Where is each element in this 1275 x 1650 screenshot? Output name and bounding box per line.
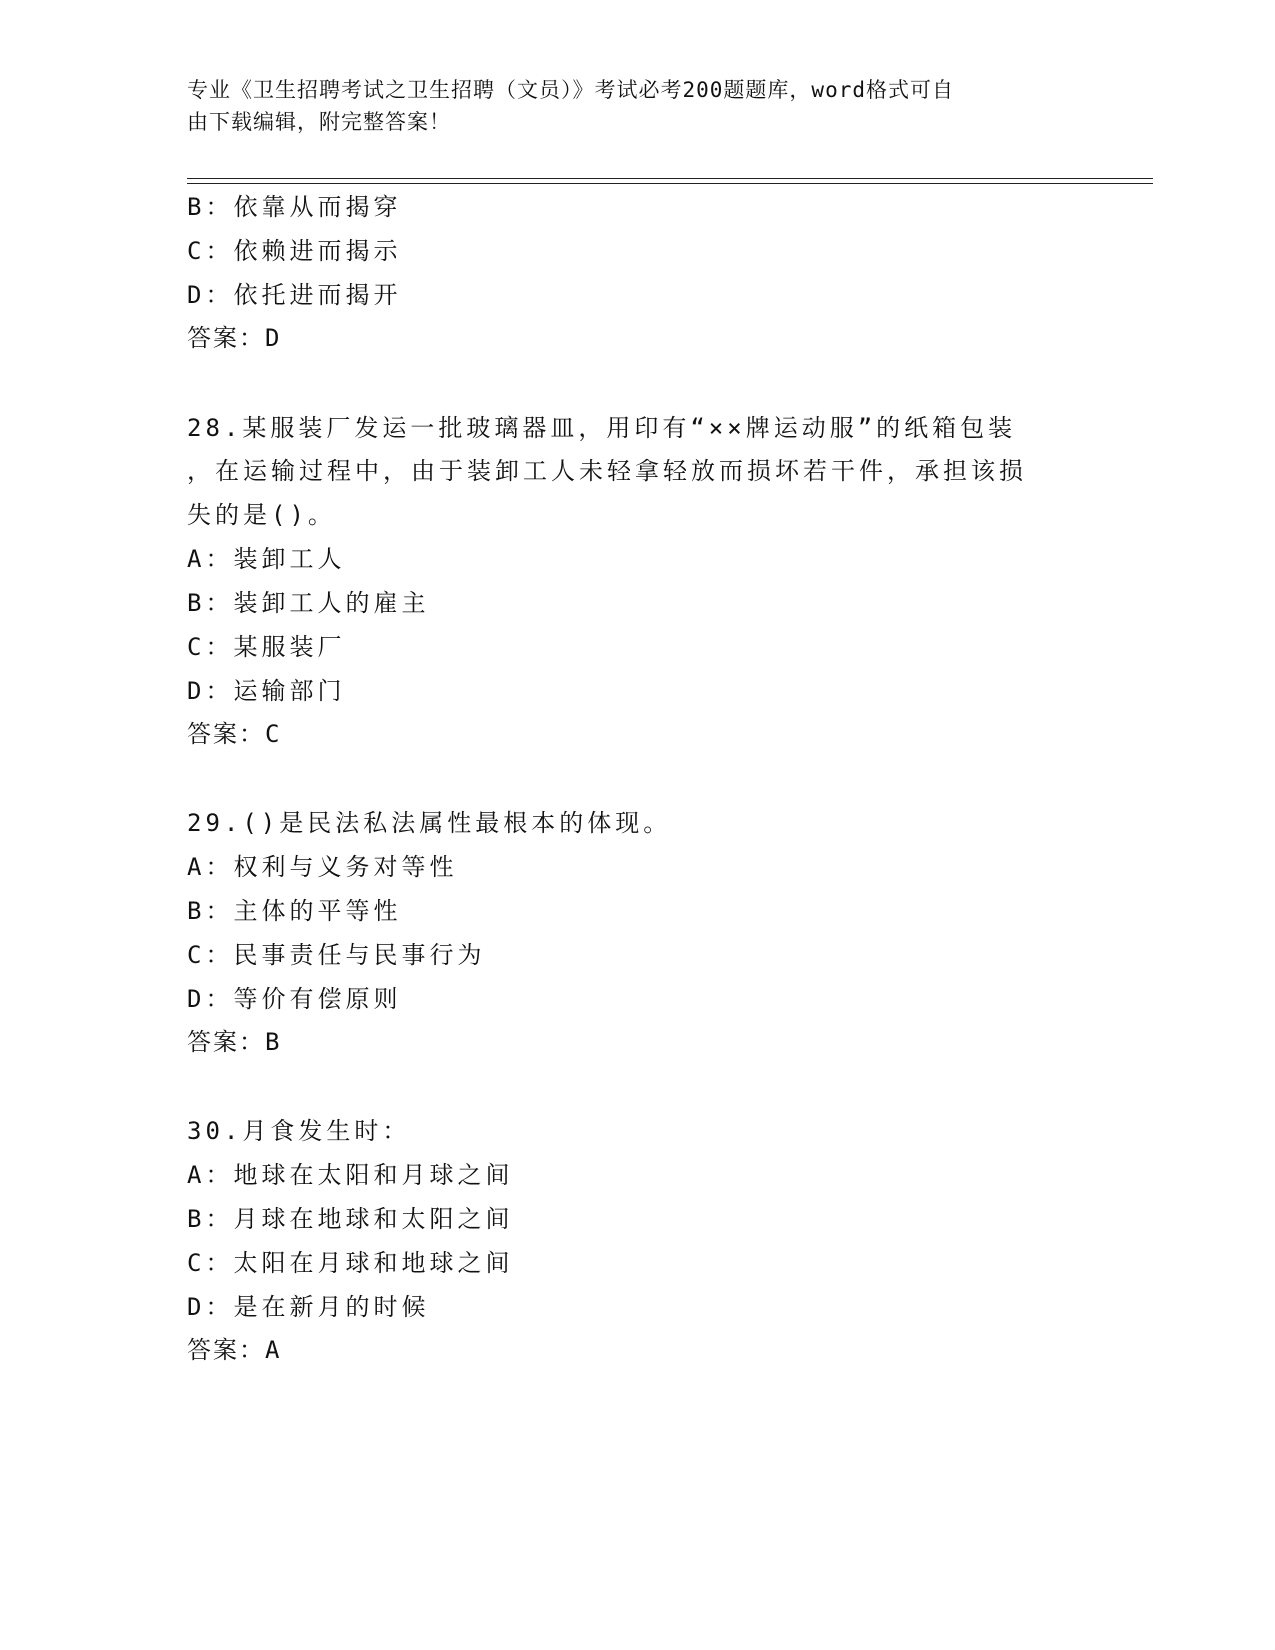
- question-28-text-line-3: 失的是()。: [187, 501, 336, 529]
- answer-label: 答案：D: [187, 324, 282, 352]
- option-b: B：依靠从而揭穿: [187, 193, 402, 221]
- option-a: A：地球在太阳和月球之间: [187, 1161, 514, 1189]
- header-line-2: 由下载编辑，附完整答案！: [187, 110, 451, 134]
- option-d: D：等价有偿原则: [187, 985, 402, 1013]
- option-a: A：装卸工人: [187, 545, 346, 573]
- question-28-text-line-2: ，在运输过程中，由于装卸工人未轻拿轻放而损坏若干件，承担该损: [187, 457, 1027, 485]
- option-d: D：运输部门: [187, 677, 346, 705]
- answer-label: 答案：C: [187, 720, 282, 748]
- option-b: B：主体的平等性: [187, 897, 402, 925]
- question-28-text-line-1: 28.某服装厂发运一批玻璃器皿，用印有“××牌运动服”的纸箱包装: [187, 414, 1017, 442]
- answer-label: 答案：A: [187, 1336, 282, 1364]
- option-c: C：太阳在月球和地球之间: [187, 1249, 514, 1277]
- option-c: C：依赖进而揭示: [187, 237, 402, 265]
- question-30-text: 30.月食发生时：: [187, 1117, 411, 1145]
- question-29-text: 29.()是民法私法属性最根本的体现。: [187, 809, 672, 837]
- header-divider-bottom: [187, 183, 1153, 184]
- option-c: C：某服装厂: [187, 633, 346, 661]
- option-a: A：权利与义务对等性: [187, 853, 458, 881]
- option-c: C：民事责任与民事行为: [187, 941, 486, 969]
- answer-label: 答案：B: [187, 1028, 282, 1056]
- option-d: D：是在新月的时候: [187, 1293, 430, 1321]
- option-d: D：依托进而揭开: [187, 281, 402, 309]
- header-line-1: 专业《卫生招聘考试之卫生招聘（文员）》考试必考200题题库，word格式可自: [187, 78, 954, 102]
- header-divider-top: [187, 178, 1153, 179]
- option-b: B：装卸工人的雇主: [187, 589, 430, 617]
- option-b: B：月球在地球和太阳之间: [187, 1205, 514, 1233]
- document-header: [187, 74, 1077, 138]
